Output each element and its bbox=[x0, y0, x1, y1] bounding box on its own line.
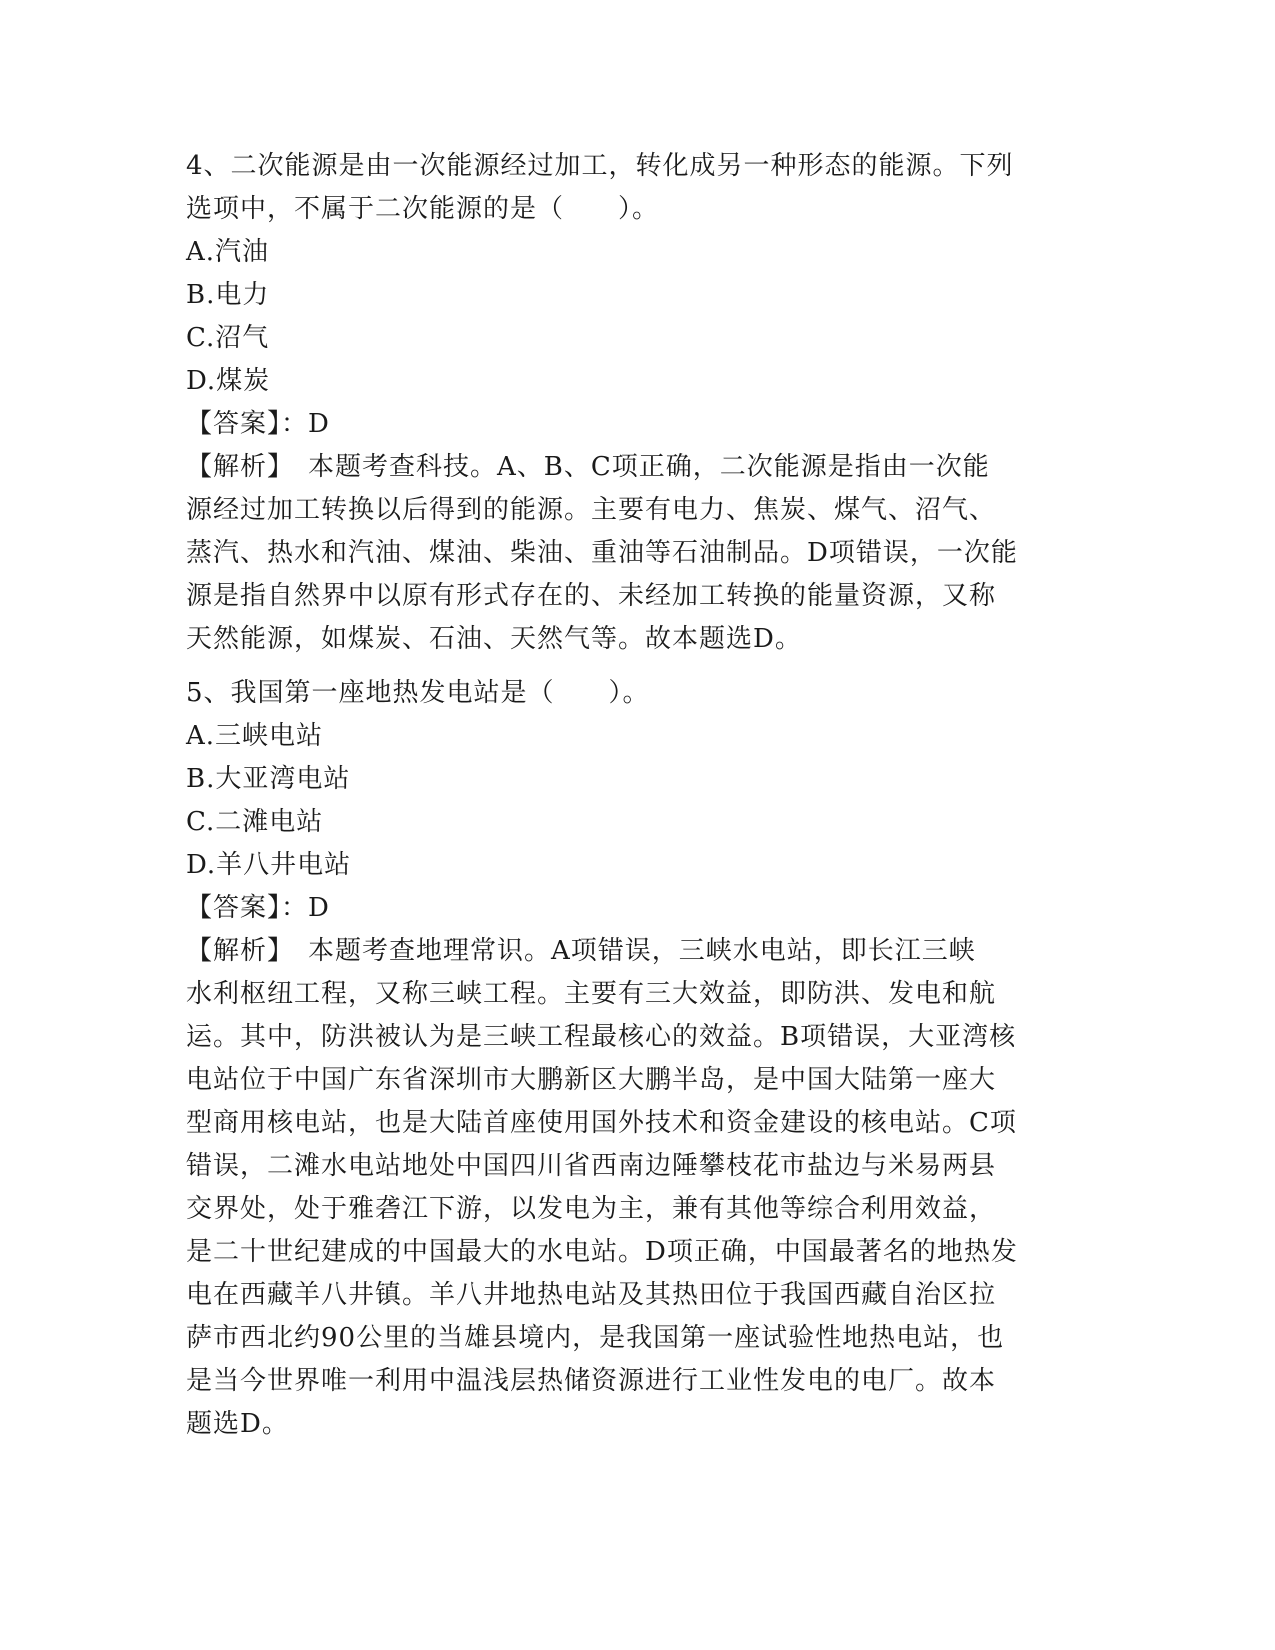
question-stem-line: 选项中，不属于二次能源的是（ ）。 bbox=[186, 194, 660, 224]
option-a: A.汽油 bbox=[186, 237, 270, 267]
analysis-line: 交界处，处于雅砻江下游，以发电为主，兼有其他等综合利用效益， bbox=[186, 1194, 997, 1224]
question-stem-line: 4、二次能源是由一次能源经过加工，转化成另一种形态的能源。下列 bbox=[186, 151, 1014, 181]
analysis-line: 【解析】 本题考查地理常识。A项错误，三峡水电站，即长江三峡 bbox=[186, 936, 976, 966]
answer-line: 【答案】：D bbox=[186, 893, 330, 923]
analysis-line: 电站位于中国广东省深圳市大鹏新区大鹏半岛，是中国大陆第一座大 bbox=[186, 1065, 997, 1095]
analysis-line: 天然能源，如煤炭、石油、天然气等。故本题选D。 bbox=[186, 624, 802, 654]
option-b: B.大亚湾电站 bbox=[186, 764, 351, 794]
question-5 bbox=[186, 672, 1076, 1446]
analysis-line: 是二十世纪建成的中国最大的水电站。D项正确，中国最著名的地热发 bbox=[186, 1237, 1018, 1267]
document-page bbox=[186, 145, 1076, 1446]
option-d: D.煤炭 bbox=[186, 366, 271, 396]
analysis-line: 是当今世界唯一利用中温浅层热储资源进行工业性发电的电厂。故本 bbox=[186, 1366, 997, 1396]
analysis-line: 运。其中，防洪被认为是三峡工程最核心的效益。B项错误，大亚湾核 bbox=[186, 1022, 1017, 1052]
analysis-line: 错误，二滩水电站地处中国四川省西南边陲攀枝花市盐边与米易两县 bbox=[186, 1151, 997, 1181]
analysis-line: 水利枢纽工程，又称三峡工程。主要有三大效益，即防洪、发电和航 bbox=[186, 979, 997, 1009]
analysis-line: 源经过加工转换以后得到的能源。主要有电力、焦炭、煤气、沼气、 bbox=[186, 495, 997, 525]
answer-line: 【答案】：D bbox=[186, 409, 330, 439]
option-c: C.二滩电站 bbox=[186, 807, 324, 837]
analysis-line: 【解析】 本题考查科技。A、B、C项正确，二次能源是指由一次能 bbox=[186, 452, 990, 482]
analysis-line: 题选D。 bbox=[186, 1409, 289, 1439]
analysis-line: 蒸汽、热水和汽油、煤油、柴油、重油等石油制品。D项错误，一次能 bbox=[186, 538, 1018, 568]
question-stem-line: 5、我国第一座地热发电站是（ ）。 bbox=[186, 678, 650, 708]
option-a: A.三峡电站 bbox=[186, 721, 324, 751]
option-c: C.沼气 bbox=[186, 323, 270, 353]
analysis-line: 型商用核电站，也是大陆首座使用国外技术和资金建设的核电站。C项 bbox=[186, 1108, 1017, 1138]
option-d: D.羊八井电站 bbox=[186, 850, 352, 880]
analysis-line: 萨市西北约90公里的当雄县境内，是我国第一座试验性地热电站，也 bbox=[186, 1323, 1005, 1353]
option-b: B.电力 bbox=[186, 280, 270, 310]
analysis-line: 电在西藏羊八井镇。羊八井地热电站及其热田位于我国西藏自治区拉 bbox=[186, 1280, 997, 1310]
question-spacer bbox=[186, 661, 1076, 672]
analysis-line: 源是指自然界中以原有形式存在的、未经加工转换的能量资源，又称 bbox=[186, 581, 997, 611]
question-4 bbox=[186, 145, 1076, 661]
